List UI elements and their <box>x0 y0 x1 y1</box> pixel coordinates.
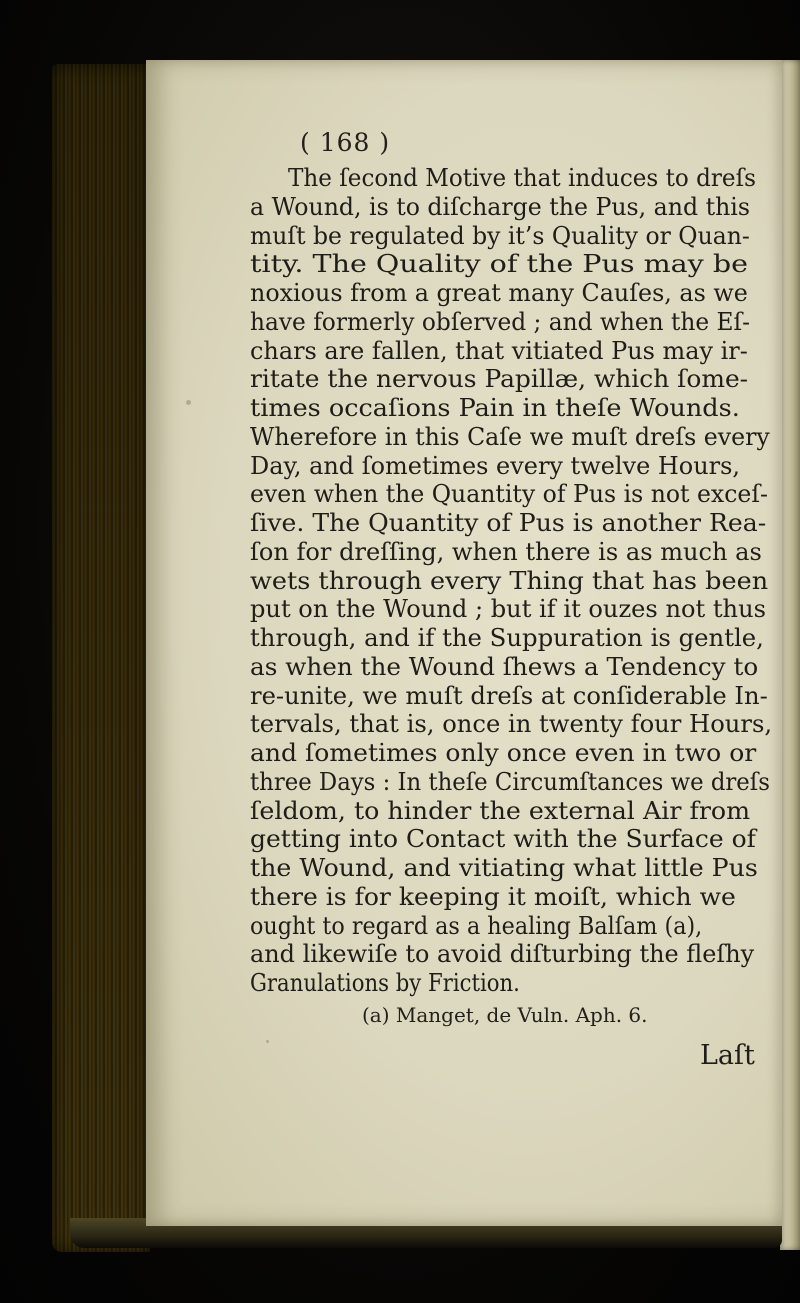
text-line: as when the Wound ſhews a Tendency to <box>250 651 759 681</box>
page-number: ( 168 ) <box>300 128 391 157</box>
text-line: Granulations by Friction. <box>250 968 520 997</box>
footnote: (a) Manget, de Vuln. Aph. 6. <box>362 1003 648 1027</box>
text-line: tervals, that is, once in twenty four Hours, <box>250 709 773 739</box>
text-line: and likewiſe to avoid diſturbing the fleſhy <box>250 939 755 969</box>
text-line: getting into Contact with the Surface of <box>250 824 756 854</box>
text-line: times occaſions Pain in theſe Wounds. <box>250 393 740 422</box>
text-line: re-unite, we muſt dreſs at conſiderable In- <box>250 680 768 710</box>
text-line: Day, and ſometimes every twelve Hours, <box>250 450 741 480</box>
text-line: three Days : In theſe Circumſtances we dreſs <box>250 766 770 796</box>
book-page-edges-left <box>52 64 150 1252</box>
text-line: ſon for dreſſing, when there is as much as <box>250 536 762 566</box>
text-line: chars are fallen, that vitiated Pus may ir- <box>250 335 748 365</box>
text-line: ſive. The Quantity of Pus is another Rea- <box>250 508 767 537</box>
text-line: ritate the nervous Papillæ, which ſome- <box>250 364 749 394</box>
text-line: The ſecond Motive that induces to dreſs <box>288 163 756 192</box>
catchword: Laſt <box>700 1040 755 1071</box>
text-line: Wherefore in this Caſe we muſt dreſs every <box>250 421 770 451</box>
text-line: ſeldom, to hinder the external Air from <box>250 795 751 825</box>
text-line: even when the Quantity of Pus is not exceſ- <box>250 479 768 509</box>
text-line: there is for keeping it moiſt, which we <box>250 881 736 911</box>
text-line: the Wound, and vitiating what little Pus <box>250 853 758 882</box>
paper-speck <box>186 400 191 405</box>
text-line: wets through every Thing that has been <box>250 565 769 595</box>
text-line: put on the Wound ; but if it ouzes not thus <box>250 594 766 624</box>
text-line: through, and if the Suppuration is gentle, <box>250 623 764 652</box>
text-line: and ſometimes only once even in two or <box>250 738 757 767</box>
text-line: a Wound, is to diſcharge the Pus, and this <box>250 191 750 221</box>
paper-speck <box>266 1040 269 1043</box>
text-line: ought to regard as a healing Balſam (a), <box>250 910 703 940</box>
text-line: muſt be regulated by it’s Quality or Quan- <box>250 220 750 250</box>
text-line: have formerly obſerved ; and when the Eſ- <box>250 306 751 336</box>
text-line: noxious from a great many Cauſes, as we <box>250 278 748 307</box>
text-line: tity. The Quality of the Pus may be <box>250 249 749 279</box>
book-page-edges-right <box>780 60 800 1250</box>
